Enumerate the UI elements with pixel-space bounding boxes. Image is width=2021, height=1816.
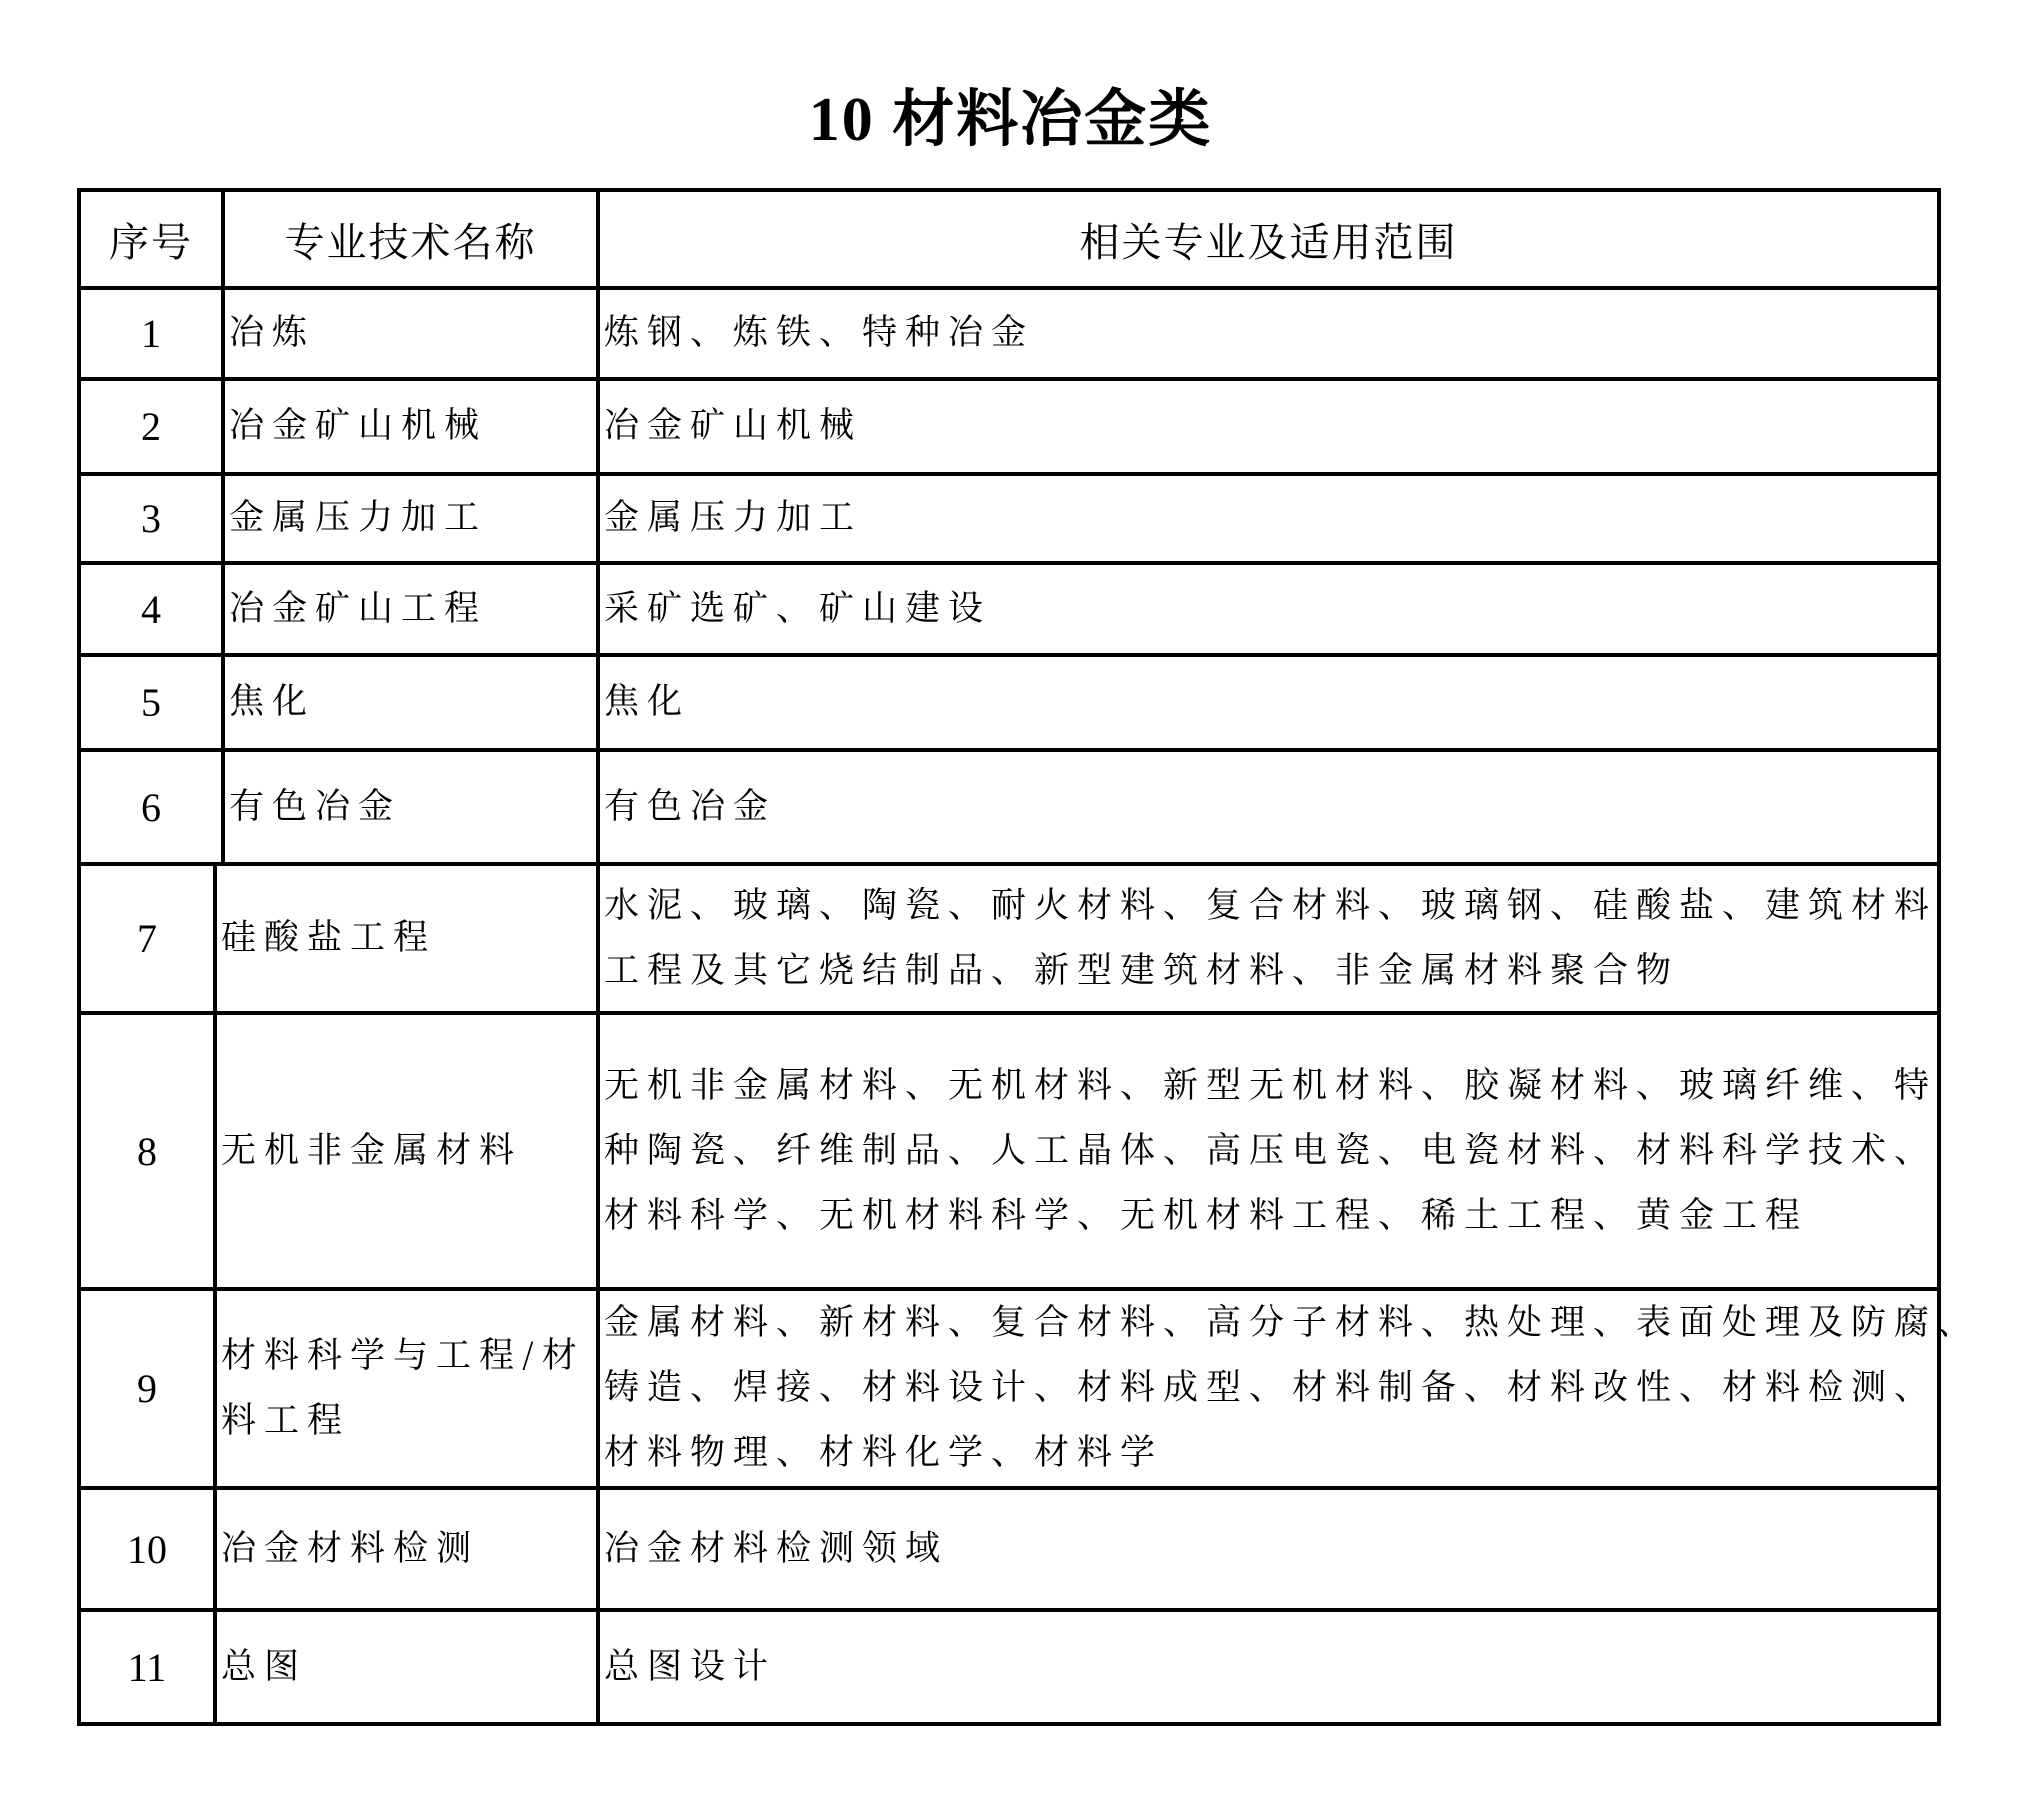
text-line: 采矿选矿、矿山建设 (604, 588, 992, 629)
specialty-name (225, 752, 596, 862)
text-line: 冶金矿山机械 (229, 406, 488, 446)
text-line: 无机非金属材料、无机材料、新型无机材料、胶凝材料、玻璃纤维、特 (604, 1065, 1938, 1106)
text-line: 材料物理、材料化学、材料学 (604, 1433, 1164, 1473)
text-line: 硅酸盐工程 (221, 918, 437, 958)
specialty-name (225, 657, 596, 748)
specialty-scope (600, 565, 1937, 653)
header-specialty-name: 专业技术名称 (284, 219, 537, 266)
text-line: 冶金材料检测 (221, 1528, 480, 1569)
row-number: 3 (141, 496, 161, 541)
specialty-name (225, 290, 596, 377)
specialty-scope (600, 1490, 1937, 1608)
row-number: 5 (141, 680, 161, 725)
page-title: 10 材料冶金类 (808, 86, 1213, 154)
specialty-name (217, 1015, 596, 1287)
specialty-name (225, 381, 596, 472)
row-number: 11 (127, 1644, 167, 1690)
text-line: 焦化 (229, 682, 316, 722)
text-line: 料工程 (221, 1400, 351, 1441)
row-number: 4 (141, 586, 161, 632)
specialty-scope (600, 866, 1937, 1011)
specialty-name (217, 1612, 596, 1722)
text-line: 冶金矿山机械 (604, 406, 863, 446)
specialty-name (225, 476, 596, 561)
specialty-name (217, 866, 596, 1011)
text-line: 金属材料、新材料、复合材料、高分子材料、热处理、表面处理及防腐、 (604, 1303, 1981, 1343)
row-number: 7 (137, 916, 157, 961)
row-number: 10 (127, 1526, 167, 1572)
specialty-scope (600, 290, 1937, 377)
text-line: 铸造、焊接、材料设计、材料成型、材料制备、材料改性、材料检测、 (604, 1368, 1938, 1408)
text-line: 焦化 (604, 682, 691, 722)
specialty-scope (600, 381, 1937, 472)
row-number: 6 (141, 784, 161, 830)
header-seq: 序号 (109, 219, 193, 266)
text-line: 材料科学、无机材料科学、无机材料工程、稀土工程、黄金工程 (604, 1195, 1809, 1236)
specialty-scope (600, 1612, 1937, 1722)
text-line: 材料科学与工程/材 (221, 1335, 585, 1376)
specialty-scope (600, 1291, 1981, 1486)
text-line: 总图设计 (604, 1646, 777, 1687)
row-number: 1 (141, 311, 161, 356)
specialty-name (225, 565, 596, 653)
specialty-name (217, 1291, 596, 1486)
text-line: 冶金矿山工程 (229, 588, 488, 629)
text-line: 冶炼 (229, 313, 316, 353)
specialty-scope (600, 657, 1937, 748)
text-line: 种陶瓷、纤维制品、人工晶体、高压电瓷、电瓷材料、材料科学技术、 (604, 1130, 1938, 1171)
text-line: 有色冶金 (604, 786, 777, 827)
text-line: 金属压力加工 (229, 498, 488, 538)
specialty-scope (600, 476, 1937, 561)
row-number: 9 (137, 1366, 157, 1411)
text-line: 无机非金属材料 (221, 1130, 523, 1171)
specialty-name (217, 1490, 596, 1608)
text-line: 工程及其它烧结制品、新型建筑材料、非金属材料聚合物 (604, 950, 1680, 991)
header-scope: 相关专业及适用范围 (1079, 219, 1458, 266)
text-line: 水泥、玻璃、陶瓷、耐火材料、复合材料、玻璃钢、硅酸盐、建筑材料 (604, 885, 1938, 926)
text-line: 冶金材料检测领域 (604, 1528, 949, 1569)
specialty-scope (600, 752, 1937, 862)
text-line: 有色冶金 (229, 786, 402, 827)
row-number: 2 (141, 404, 161, 449)
specialty-scope (600, 1015, 1937, 1287)
text-line: 总图 (221, 1646, 308, 1687)
text-line: 炼钢、炼铁、特种冶金 (604, 313, 1035, 353)
row-number: 8 (137, 1128, 157, 1174)
text-line: 金属压力加工 (604, 498, 863, 538)
